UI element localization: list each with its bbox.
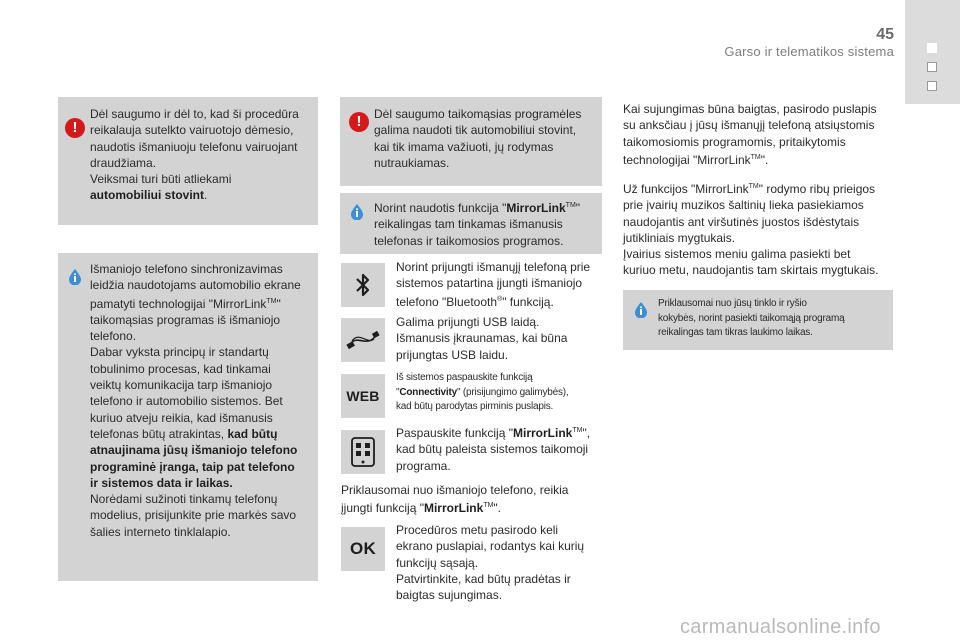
music-sources-paragraph: Už funkcijos "MirrorLink™" rodymo ribų prieigos prie įvairių muzikos šaltinių lieka pasiekiamos naudojantis ant viršutinės juostos išdėstytais jutikliniais mygtukais. Įvairius sistemos meniu galima pasiekti bet kuriuo metu, naudojantis tam skirtais mygtukais. <box>623 182 879 278</box>
ok-step-text: Procedūros metu pasirodo keli ekrano puslapiai, rodantys kai kurių funkcijų sąsają. Patvirtinkite, kad būtų pradėtas ir baigtas sujungimas. <box>396 523 585 603</box>
watermark: carmanualsonline.info <box>680 616 881 638</box>
right-info-box <box>623 290 893 350</box>
info-icon <box>349 204 365 220</box>
warning-icon: ! <box>65 118 85 138</box>
bluetooth-step-text: Norint prijungti išmanųjį telefoną prie sistemos patartina įjungti išmaniojo telefono "Bluetooth®" funkciją. <box>396 260 591 309</box>
connection-complete-paragraph: Kai sujungimas būna baigtas, pasirodo puslapis su anksčiau į jūsų išmanųjį telefoną atsiųstomis taikomosiomis programomis, pritaikytomis technologijai "MirrorLink™". <box>623 102 877 167</box>
right-info-text: Priklausomai nuo jūsų tinklo ir ryšio kokybės, norint pasiekti taikomąją programą reikalingas tam tikras laukimo laikas. <box>658 298 845 339</box>
chapter-marker <box>927 62 937 72</box>
chapter-tab <box>905 0 960 104</box>
left-warning-box <box>58 97 318 225</box>
usb-cable-icon <box>346 329 380 351</box>
usb-cable-illustration <box>341 318 385 362</box>
apps-step-text: Paspauskite funkciją "MirrorLink™", kad būtų paleista sistemos taikomoji programa. <box>396 426 591 473</box>
info-icon <box>67 269 83 285</box>
chapter-marker-active <box>927 43 937 53</box>
web-label: WEB <box>346 388 380 404</box>
middle-warning-text: Dėl saugumo taikomąsias programėles galima naudoti tik automobiliui stovint, kai tik imama važiuoti, jų rodymas nutraukiamas. <box>374 107 582 170</box>
page-number: 45 <box>876 26 894 43</box>
smartphone-apps-icon <box>350 437 376 467</box>
middle-warning-box <box>340 97 602 186</box>
usb-step-text: Galima prijungti USB laidą. Išmanusis įkraunamas, kai būna prijungtas USB laidu. <box>396 315 568 362</box>
ok-button-illustration <box>341 527 385 571</box>
ok-label: OK <box>350 539 376 558</box>
section-title: Garso ir telematikos sistema <box>724 44 894 59</box>
middle-info-box <box>340 193 602 254</box>
left-info-text: Išmaniojo telefono sinchronizavimas leidžia naudotojams automobilio ekrane pamatyti technologijai "MirrorLink™" taikomąsias programas iš išmaniojo telefono. Dabar vyksta principų ir standartų tobulinimo procesas, kad tinkamai veiktų komunikacija tarp išmaniojo telefono ir automobilio sistemos. Bet kuriuo atveju reikia, kad išmanusis telefonas būtų atrakintas, kad būtų atnaujinama jūsų išmaniojo telefono programinė įranga, taip pat telefono ir sistemos data ir laikas. Norėdami sužinoti tinkamų telefonų modelius, prisijunkite prie markės savo šalies interneto tinklalapio. <box>90 262 301 539</box>
web-step-text: Iš sistemos paspauskite funkciją "Connectivity" (prisijungimo galimybės), kad būtų parodytas pirminis puslapis. <box>396 372 569 413</box>
left-warning-text: Dėl saugumo ir dėl to, kad ši procedūra reikalauja sutelkto vairuotojo dėmesio, naudotis išmaniuoju telefonu vairuojant draudžiama. Veiksmai turi būti atliekami automobiliui stovint. <box>90 107 299 203</box>
warning-icon: ! <box>349 112 369 132</box>
middle-info-text: Norint naudotis funkcija "MirrorLink™" reikalingas tam tinkamas išmanusis telefonas ir taikomosios programos. <box>374 201 581 248</box>
web-button-illustration <box>341 374 385 418</box>
left-info-box <box>58 253 318 581</box>
bluetooth-button-illustration <box>341 263 385 307</box>
apps-button-illustration <box>341 430 385 474</box>
chapter-marker <box>927 81 937 91</box>
phone-dependent-note: Priklausomai nuo išmaniojo telefono, reikia įjungti funkciją "MirrorLink™". <box>341 483 569 516</box>
info-icon <box>633 302 649 318</box>
bluetooth-icon <box>354 272 372 298</box>
